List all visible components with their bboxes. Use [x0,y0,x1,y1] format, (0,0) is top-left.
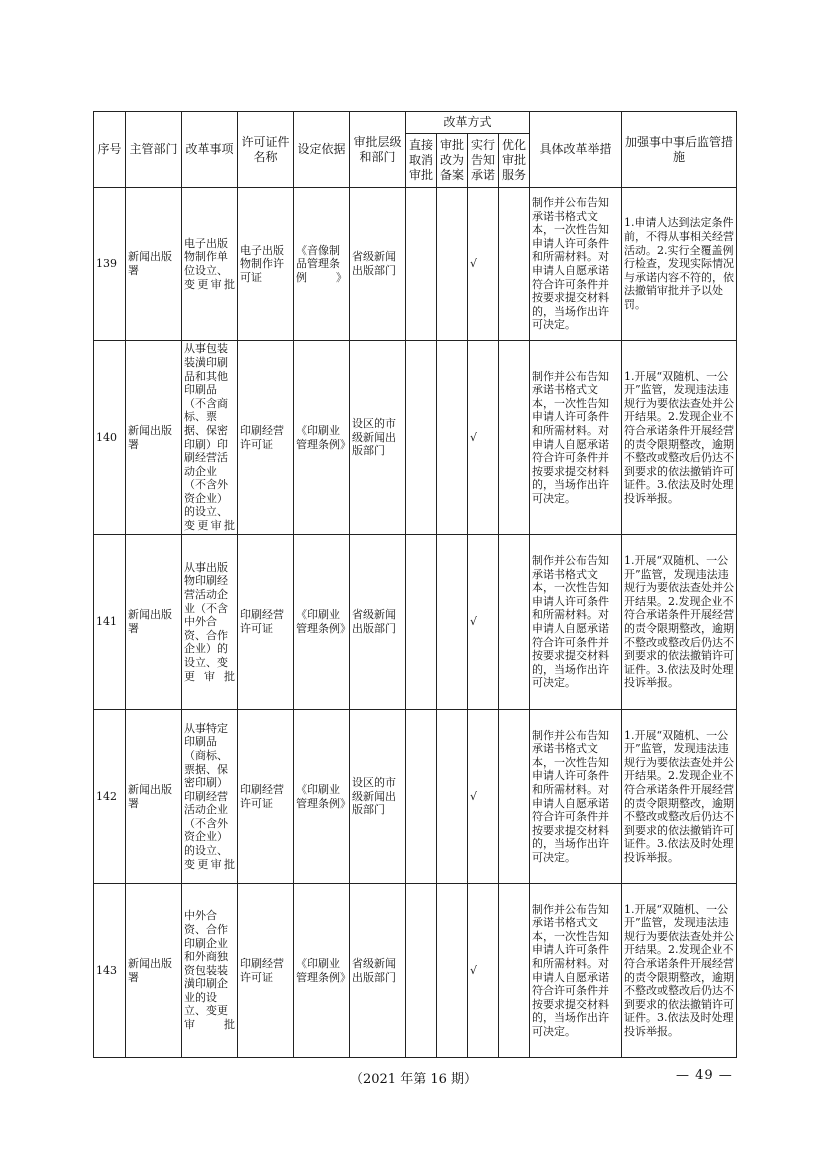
cell-dept: 新闻出版署 [126,535,182,710]
cell-measures: 制作并公布告知承诺书格式文本，一次性告知申请人许可条件和所需材料。对申请人自愿承诺符合许可条件并按要求提交材料的，当场作出许可决定。 [530,710,622,884]
cell-supervision: 1.开展“双随机、一公开”监管，发现违法违规行为要依法查处并公开结果。2.发现企业不符合承诺条件开展经营的责令限期整改，逾期不整改或整改后仍达不到要求的依法撤销许可证件。3.依法及时处理投诉举报。 [622,884,737,1058]
cell-mode-record [437,884,468,1058]
page-number: — 49 — [676,1068,733,1083]
cell-level: 省级新闻出版部门 [350,884,406,1058]
cell-license: 印刷经营许可证 [238,341,294,535]
cell-level: 省级新闻出版部门 [350,535,406,710]
cell-item: 从事出版物印刷经营活动企业（不含中外合资、合作企业）的设立、变更审批 [182,535,238,710]
cell-license: 印刷经营许可证 [238,884,294,1058]
cell-mode-optimize [499,535,530,710]
cell-dept: 新闻出版署 [126,341,182,535]
cell-dept: 新闻出版署 [126,884,182,1058]
cell-mode-record [437,341,468,535]
cell-mode-cancel [406,535,437,710]
cell-mode-notify: √ [468,341,499,535]
cell-mode-optimize [499,341,530,535]
cell-seq: 139 [94,188,126,341]
header-mode-record: 审批改为备案 [437,134,468,188]
table-row [94,884,737,1058]
cell-basis: 《印刷业管理条例》 [294,341,350,535]
cell-seq: 141 [94,535,126,710]
table-row [94,710,737,884]
header-item: 改革事项 [182,112,238,188]
cell-mode-notify: √ [468,188,499,341]
cell-level: 设区的市级新闻出版部门 [350,710,406,884]
header-license: 许可证件名称 [238,112,294,188]
cell-level: 省级新闻出版部门 [350,188,406,341]
issue-period: （2021 年第 16 期） [349,1072,478,1087]
cell-supervision: 1.开展“双随机、一公开”监管，发现违法违规行为要依法查处并公开结果。2.发现企业不符合承诺条件开展经营的责令限期整改，逾期不整改或整改后仍达不到要求的依法撤销许可证件。3.依法及时处理投诉举报。 [622,341,737,535]
cell-license: 印刷经营许可证 [238,535,294,710]
header-level: 审批层级和部门 [350,112,406,188]
header-seq: 序号 [94,112,126,188]
cell-measures: 制作并公布告知承诺书格式文本，一次性告知申请人许可条件和所需材料。对申请人自愿承诺符合许可条件并按要求提交材料的，当场作出许可决定。 [530,341,622,535]
cell-item: 电子出版物制作单位设立、变更审批 [182,188,238,341]
reform-table [93,111,737,1058]
cell-basis: 《印刷业管理条例》 [294,710,350,884]
header-mode-cancel: 直接取消审批 [406,134,437,188]
cell-supervision: 1.开展“双随机、一公开”监管，发现违法违规行为要依法查处并公开结果。2.发现企业不符合承诺条件开展经营的责令限期整改，逾期不整改或整改后仍达不到要求的依法撤销许可证件。3.依法及时处理投诉举报。 [622,535,737,710]
cell-mode-optimize [499,884,530,1058]
cell-mode-optimize [499,710,530,884]
cell-mode-notify: √ [468,710,499,884]
cell-mode-notify: √ [468,884,499,1058]
cell-supervision: 1.开展“双随机、一公开”监管，发现违法违规行为要依法查处并公开结果。2.发现企业不符合承诺条件开展经营的责令限期整改，逾期不整改或整改后仍达不到要求的依法撤销许可证件。3.依法及时处理投诉举报。 [622,710,737,884]
cell-mode-cancel [406,884,437,1058]
cell-license: 印刷经营许可证 [238,710,294,884]
cell-mode-cancel [406,188,437,341]
header-mode-optimize: 优化审批服务 [499,134,530,188]
cell-measures: 制作并公布告知承诺书格式文本，一次性告知申请人许可条件和所需材料。对申请人自愿承诺符合许可条件并按要求提交材料的，当场作出许可决定。 [530,188,622,341]
cell-measures: 制作并公布告知承诺书格式文本，一次性告知申请人许可条件和所需材料。对申请人自愿承诺符合许可条件并按要求提交材料的，当场作出许可决定。 [530,535,622,710]
cell-seq: 140 [94,341,126,535]
cell-item: 中外合资、合作印刷企业和外商独资包装装潢印刷企业的设立、变更审批 [182,884,238,1058]
header-dept: 主管部门 [126,112,182,188]
cell-supervision: 1.申请人达到法定条件前，不得从事相关经营活动。2.实行全覆盖例行检查，发现实际情况与承诺内容不符的，依法撤销审批并予以处罚。 [622,188,737,341]
cell-mode-notify: √ [468,535,499,710]
cell-dept: 新闻出版署 [126,188,182,341]
cell-item: 从事包装装潢印刷品和其他印刷品（不含商标、票据、保密印刷）印刷经营活动企业（不含外资企业）的设立、变更审批 [182,341,238,535]
cell-mode-record [437,710,468,884]
cell-level: 设区的市级新闻出版部门 [350,341,406,535]
table-row [94,188,737,341]
header-basis: 设定依据 [294,112,350,188]
table-row [94,341,737,535]
header-reform-mode: 改革方式 [406,112,530,134]
cell-mode-optimize [499,188,530,341]
header-supervision: 加强事中事后监管措施 [622,112,737,188]
header-mode-notify: 实行告知承诺 [468,134,499,188]
cell-basis: 《音像制品管理条例》 [294,188,350,341]
cell-license: 电子出版物制作许可证 [238,188,294,341]
cell-basis: 《印刷业管理条例》 [294,884,350,1058]
cell-item: 从事特定印刷品（商标、票据、保密印刷）印刷经营活动企业（不含外资企业）的设立、变更审批 [182,710,238,884]
header-measures: 具体改革举措 [530,112,622,188]
cell-seq: 142 [94,710,126,884]
cell-measures: 制作并公布告知承诺书格式文本，一次性告知申请人许可条件和所需材料。对申请人自愿承诺符合许可条件并按要求提交材料的，当场作出许可决定。 [530,884,622,1058]
cell-seq: 143 [94,884,126,1058]
table-row [94,535,737,710]
cell-mode-record [437,535,468,710]
cell-mode-cancel [406,710,437,884]
cell-mode-cancel [406,341,437,535]
cell-mode-record [437,188,468,341]
cell-dept: 新闻出版署 [126,710,182,884]
cell-basis: 《印刷业管理条例》 [294,535,350,710]
